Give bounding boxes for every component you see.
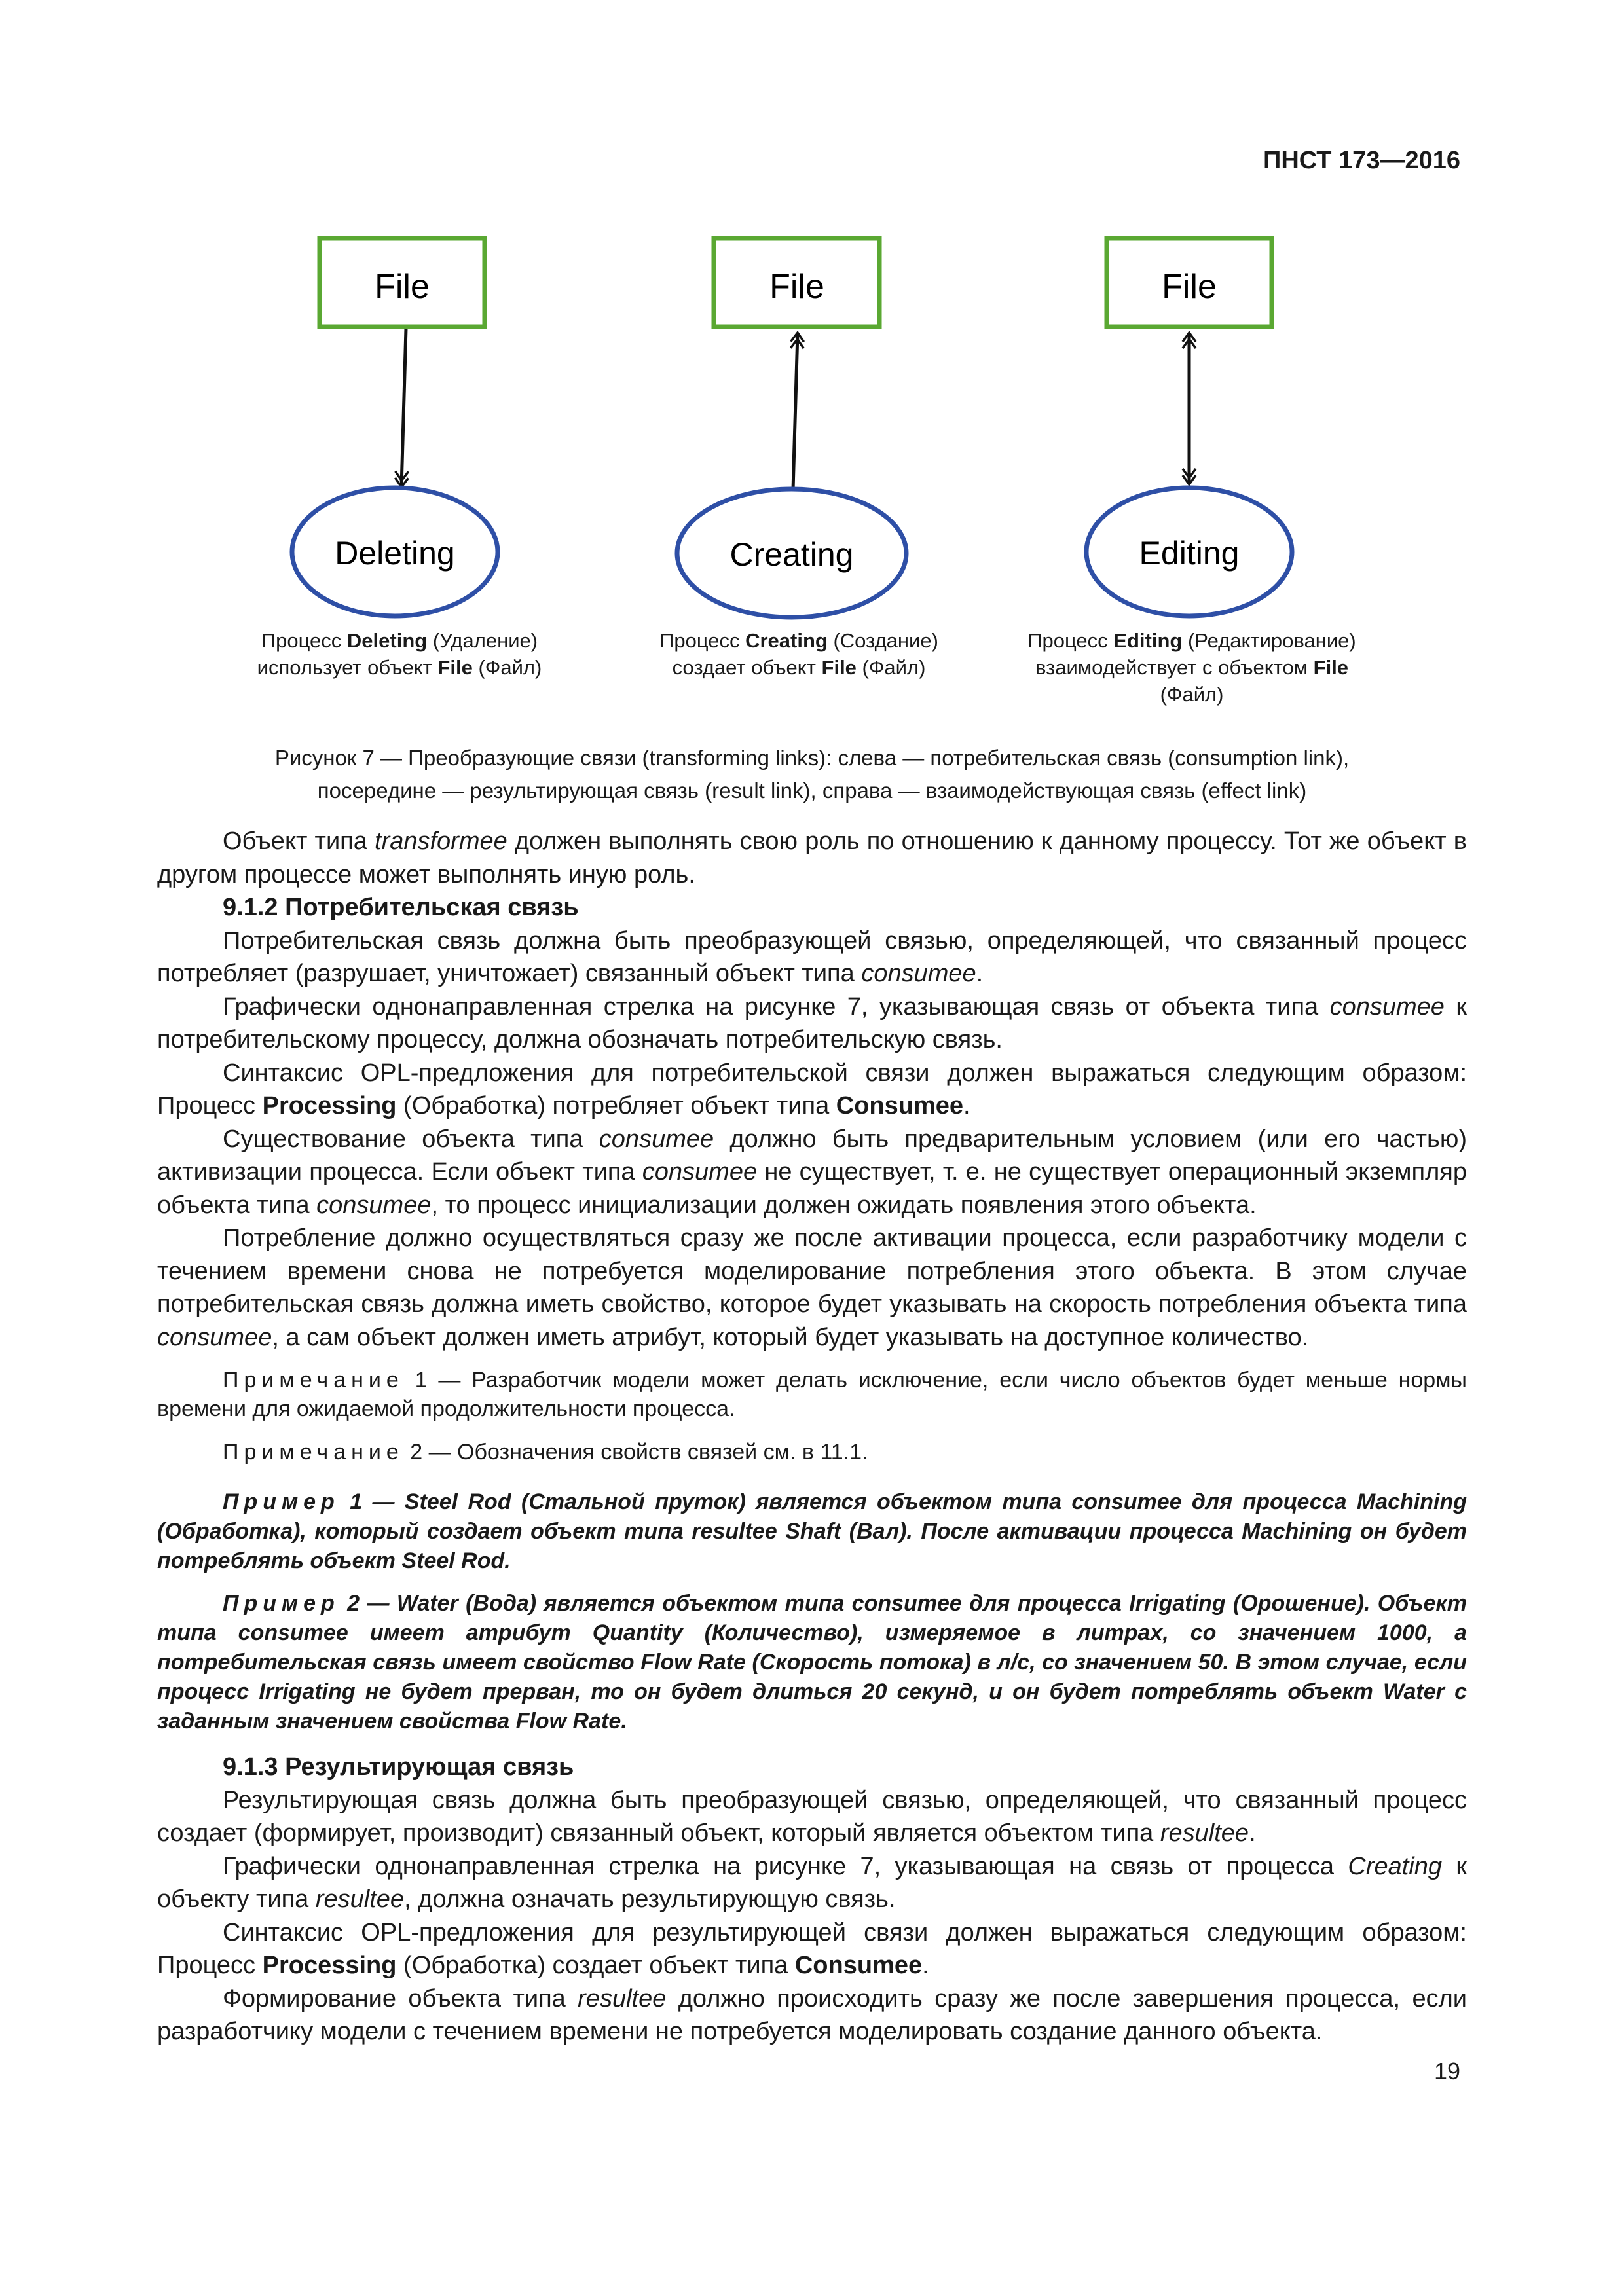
body-text	[157, 825, 1467, 2049]
file-object-label-1: File	[375, 268, 430, 306]
paragraph-consumee-precondition: Существование объекта типа consumee должно быть предварительным условием (или его частью) активизации процесса. Если объект типа consumee не существует, т. е. не существует операционный экземпляр объекта типа consumee, то процесс инициализации должен ожидать появления этого объекта.	[157, 1125, 1467, 1219]
deleting-process-label: Deleting	[335, 535, 455, 572]
paragraph-result-definition: Результирующая связь должна быть преобразующей связью, определяющей, что связанный процесс создает (формирует, производит) связанный объект, который является объектом типа resultee.	[157, 1786, 1467, 1847]
paragraph-consumption-opl: Синтаксис OPL-предложения для потребительской связи должен выражаться следующим образом: Процесс Processing (Обработка) потребляет объект типа Consumee.	[157, 1059, 1467, 1120]
deleting-description: Процесс Deleting (Удаление) использует объект File (Файл)	[257, 629, 542, 679]
paragraph-resultee-formation: Формирование объекта типа resultee должно происходить сразу же после завершения процесса, если разработчику модели с течением времени не потребуется моделировать создание данного объекта.	[157, 1984, 1467, 2045]
figure-caption	[157, 742, 1467, 807]
figure-caption-line-2: посередине — результирующая связь (result link), справа — взаимодействующая связь (effect link)	[317, 778, 1307, 803]
paragraph-consumption-rate: Потребление должно осуществляться сразу же после активации процесса, если разработчику модели с течением времени снова не потребуется моделирование потребления этого объекта. В этом случае потребительская связь должна иметь свойство, которое будет указывать на скорость потребления объекта типа consumee, а сам объект должен иметь атрибут, который будет указывать на доступное количество.	[157, 1224, 1467, 1351]
page-number: 19	[1433, 2058, 1460, 2085]
paragraph-consumption-definition: Потребительская связь должна быть преобразующей связью, определяющей, что связанный процесс потребляет (разрушает, уничтожает) связанный объект типа consumee.	[157, 926, 1467, 987]
editing-process-label: Editing	[1139, 535, 1240, 572]
editing-description: Процесс Editing (Редактирование) взаимодействует с объектом File (Файл)	[1027, 629, 1356, 706]
example-2: Пример 2 — Water (Вода) является объектом типа consumee для процесса Irrigating (Орошение). Объект типа consumee имеет атрибут Quantity (Количество), измеряемое в литрах, со значением 1000, а потребительская связь имеет свойство Flow Rate (Скорость потока) в л/с, со значением 50. В этом случае, если процесс Irrigating не будет прерван, то он будет длиться 20 секунд, и он будет потреблять объект Water с заданным значением свойства Flow Rate.	[157, 1591, 1467, 1734]
paragraph-result-graphic: Графически однонаправленная стрелка на рисунке 7, указывающая на связь от процесса Creating к объекту типа resultee, должна означать результирующую связь.	[157, 1852, 1467, 1913]
section-heading-9-1-3: 9.1.3 Результирующая связь	[223, 1753, 574, 1781]
paragraph-transformee-role: Объект типа transformee должен выполнять свою роль по отношению к данному процессу. Тот же объект в другом процессе может выполнять иную роль.	[157, 828, 1467, 888]
file-object-label-3: File	[1162, 268, 1217, 306]
creating-description: Процесс Creating (Создание) создает объект File (Файл)	[659, 629, 938, 679]
consumption-link-arrow	[401, 329, 406, 487]
document-id: ПНСТ 173—2016	[1263, 147, 1460, 174]
note-1: Примечание 1 — Разработчик модели может делать исключение, если число объектов будет меньше нормы времени для ожидаемой продолжительности процесса.	[157, 1368, 1467, 1421]
figure-caption-line-1: Рисунок 7 — Преобразующие связи (transforming links): слева — потребительская связь (consumption link),	[274, 746, 1350, 770]
note-2: Примечание 2 — Обозначения свойств связей см. в 11.1.	[223, 1440, 868, 1465]
creating-process-label: Creating	[729, 536, 854, 573]
paragraph-result-opl: Синтаксис OPL-предложения для результирующей связи должен выражаться следующим образом: Процесс Processing (Обработка) создает объект типа Consumee.	[157, 1918, 1467, 1979]
file-object-label-2: File	[769, 268, 824, 306]
example-1: Пример 1 — Steel Rod (Стальной пруток) является объектом типа consumee для процесса Machining (Обработка), который создает объект типа resultee Shaft (Вал). После активации процесса Machining он будет потреблять объект Steel Rod.	[157, 1489, 1467, 1573]
section-heading-9-1-2: 9.1.2 Потребительская связь	[223, 894, 579, 921]
paragraph-consumption-graphic: Графически однонаправленная стрелка на рисунке 7, указывающая связь от объекта типа consumee к потребительскому процессу, должна обозначать потребительскую связь.	[157, 993, 1467, 1053]
result-link-arrow	[793, 333, 798, 490]
